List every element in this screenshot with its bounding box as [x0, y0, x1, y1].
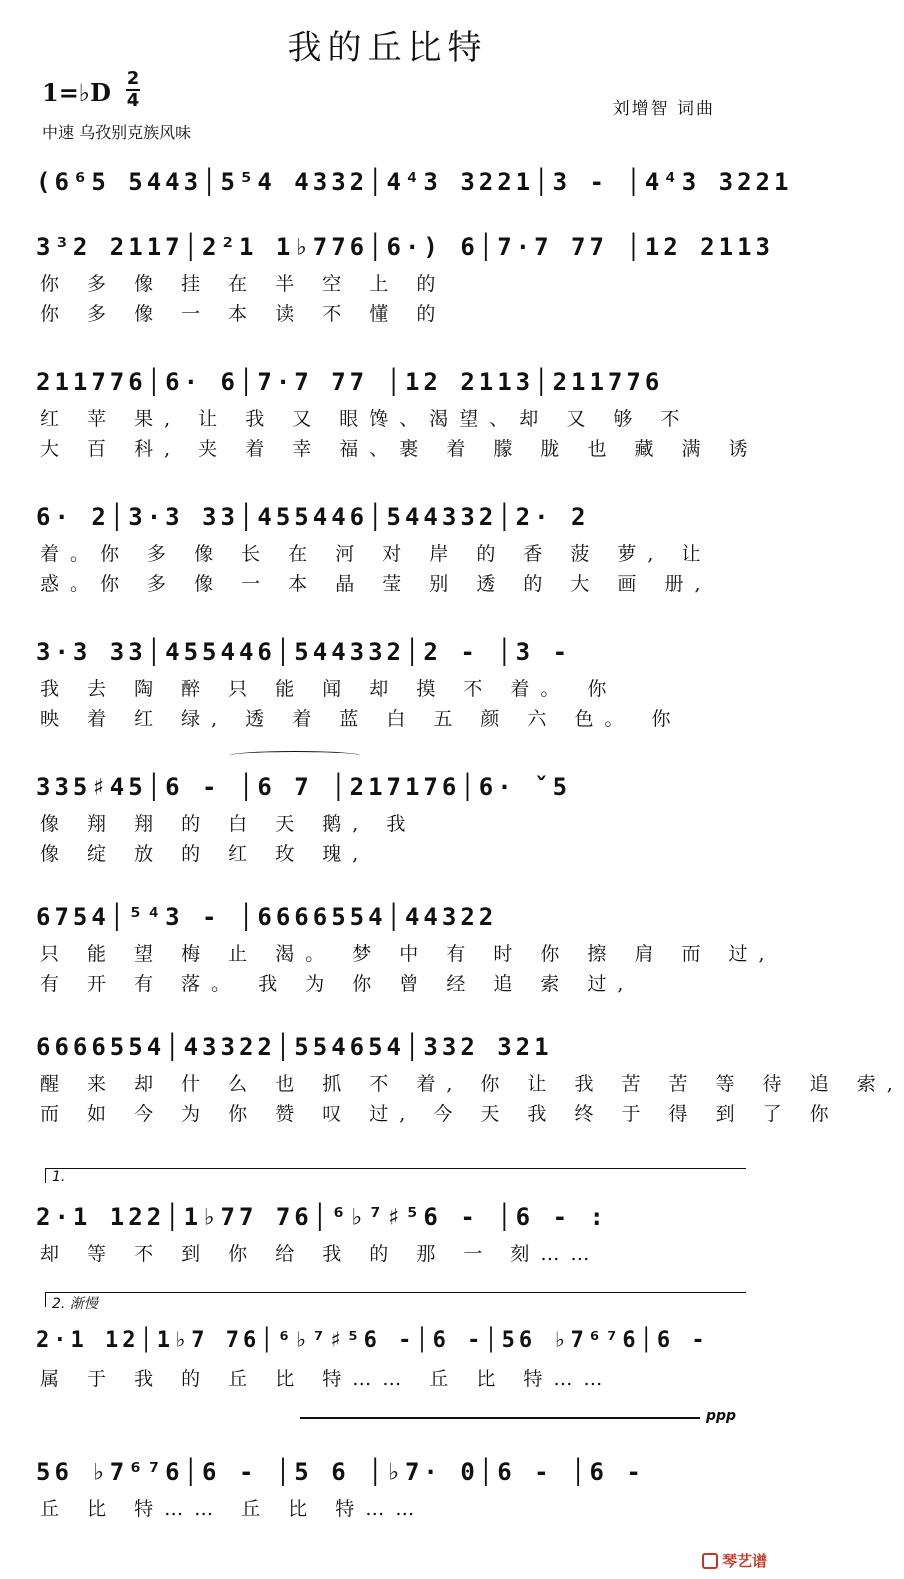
tempo-marking: 中速 乌孜别克族风味: [42, 123, 192, 142]
lyrics-line-1: 属 于 我 的 丘 比 特…… 丘 比 特……: [40, 1368, 614, 1390]
music-system-10: [30, 1320, 748, 1394]
time-signature: [126, 70, 140, 110]
notation-line: 2·1 122│1♭77 76│⁶♭⁷♯⁵6 - │6 - :: [36, 1203, 608, 1231]
lyrics-line-1: 却 等 不 到 你 给 我 的 那 一 刻……: [40, 1243, 601, 1265]
lyrics-line-1: 我 去 陶 醉 只 能 闻 却 摸 不 着。 你: [40, 678, 618, 700]
volta-2-label: 2. 渐慢: [52, 1296, 98, 1312]
lyrics-line-1: 丘 比 特…… 丘 比 特……: [40, 1498, 426, 1520]
lyrics-line-2: 大 百 科, 夹 着 幸 福、裹 着 朦 胧 也 藏 满 诱: [40, 438, 759, 460]
volta-1-label: 1.: [52, 1169, 66, 1185]
first-ending-bracket: [45, 1168, 746, 1183]
lyrics-line-2: 像 绽 放 的 红 玫 瑰,: [40, 843, 370, 865]
music-system-4: [30, 495, 748, 599]
lyrics-line-1: 着。你 多 像 长 在 河 对 岸 的 香 菠 萝, 让: [40, 543, 712, 565]
credit-line: 刘增智 词曲: [612, 99, 715, 119]
lyrics-line-2: 惑。你 多 像 一 本 晶 莹 别 透 的 大 画 册,: [40, 573, 712, 595]
lyrics-line-2: 映 着 红 绿, 透 着 蓝 白 五 颜 六 色。 你: [40, 708, 682, 730]
lyrics-line-1: 红 苹 果, 让 我 又 眼馋、渴望、却 又 够 不: [40, 408, 691, 430]
lyrics-line-1: 醒 来 却 什 么 也 抓 不 着, 你 让 我 苦 苦 等 待 追 索,: [40, 1073, 904, 1095]
music-system-7: [30, 895, 776, 999]
meter-bottom: 4: [126, 90, 140, 111]
notation-line: 3³2 2117│2²1 1♭776│6·) 6│7·7 77 │12 2113: [36, 233, 774, 261]
logo-text: 琴艺谱: [721, 1552, 767, 1570]
music-system-1: [30, 160, 793, 234]
notation-line: 6754│⁵⁴3 - │6666554│44322: [36, 903, 498, 931]
lyrics-line-1: 你 多 像 挂 在 半 空 上 的: [40, 273, 447, 295]
notation-line: 6666554│43322│554654│332 321: [36, 1033, 553, 1061]
music-system-11: [30, 1450, 748, 1524]
lyrics-line-1: 只 能 望 梅 止 渴。 梦 中 有 时 你 擦 肩 而 过,: [40, 943, 776, 965]
key-signature: 1=♭D: [42, 78, 111, 107]
notation-line: 2·1 12│1♭7 76│⁶♭⁷♯⁵6 -│6 -│56 ♭7⁶⁷6│6 -: [36, 1328, 709, 1353]
site-logo: [702, 1550, 767, 1571]
music-system-5: [30, 630, 748, 734]
slur-mark: [230, 751, 360, 760]
music-system-3: [30, 360, 759, 464]
lyrics-line-2: 你 多 像 一 本 读 不 懂 的: [40, 303, 447, 325]
lyrics-line-2: 有 开 有 落。 我 为 你 曾 经 追 索 过,: [40, 973, 635, 995]
music-system-2: [30, 225, 774, 329]
notation-line: 6· 2│3·3 33│455446│544332│2· 2: [36, 503, 590, 531]
qinyi-logo-icon: [702, 1553, 718, 1569]
music-system-6: [30, 765, 748, 869]
notation-line: (6⁶5 5443│5⁵4 4332│4⁴3 3221│3 - │4⁴3 3221: [36, 168, 793, 196]
notation-line: 3·3 33│455446│544332│2 - │3 -: [36, 638, 572, 666]
lyrics-line-1: 像 翔 翔 的 白 天 鹅, 我: [40, 813, 417, 835]
second-ending-bracket: [45, 1292, 746, 1312]
song-title: 我的丘比特: [287, 28, 488, 68]
lyrics-line-2: 而 如 今 为 你 赞 叹 过, 今 天 我 终 于 得 到 了 你: [40, 1103, 840, 1125]
diminuendo-line: [300, 1417, 700, 1419]
music-system-8: [30, 1025, 904, 1129]
dynamic-marking: ppp: [706, 1408, 737, 1424]
notation-line: 335♯45│6 - │6 7 │217176│6· ˇ5: [36, 773, 572, 801]
music-system-9: [30, 1195, 748, 1269]
meter-top: 2: [126, 68, 140, 89]
notation-line: 211776│6· 6│7·7 77 │12 2113│211776: [36, 368, 664, 396]
notation-line: 56 ♭7⁶⁷6│6 - │5 6 │♭7· 0│6 - │6 -: [36, 1458, 645, 1486]
